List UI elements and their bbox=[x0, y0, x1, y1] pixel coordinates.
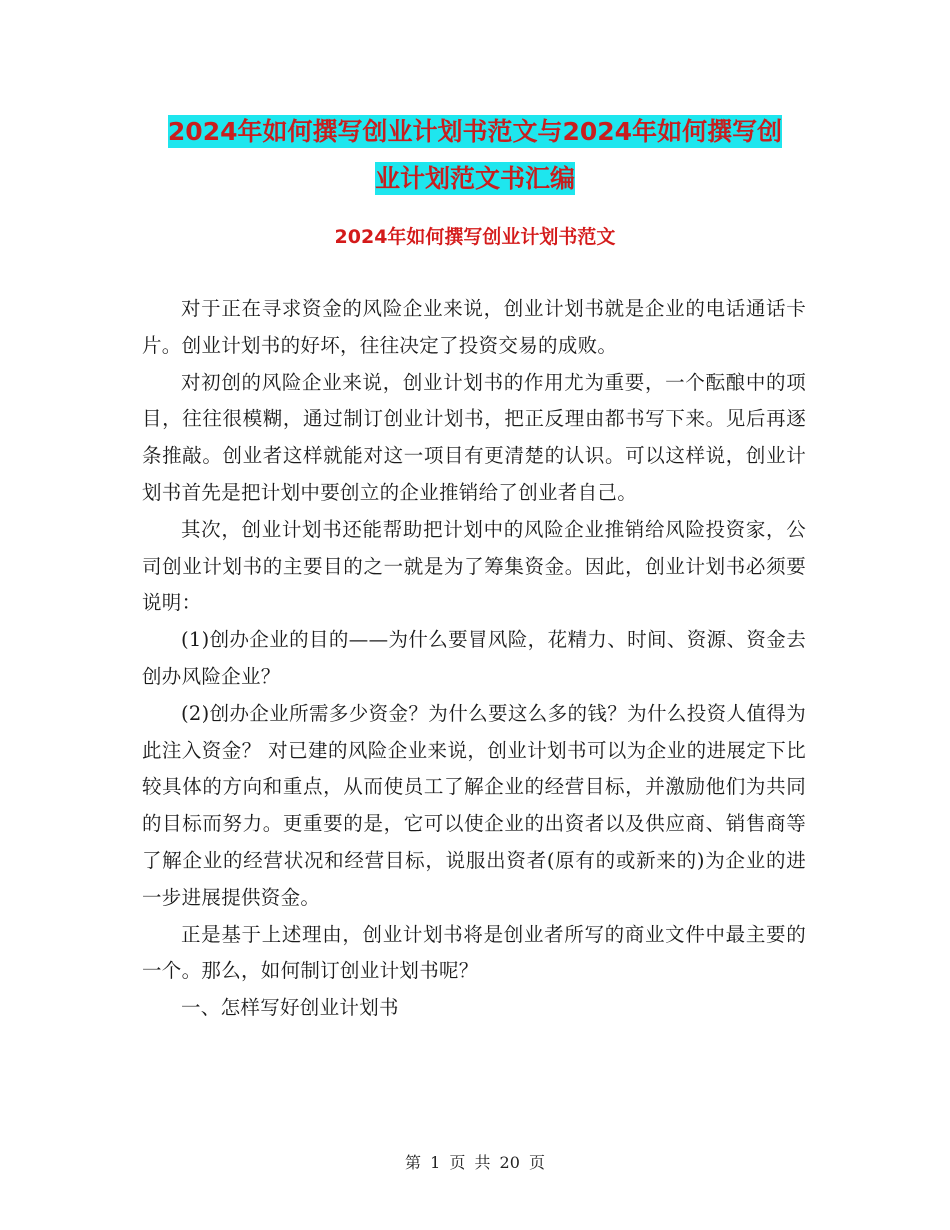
paragraph: (2)创办企业所需多少资金？为什么要这么多的钱？为什么投资人值得为此注入资金？ 对已建的风险企业来说，创业计划书可以为企业的进展定下比较具体的方向和重点，从而使员工了解企业的经营目标，并激励他们为共同的目标而努力。更重要的是，它可以使企业的出资者以及供应商、销售商等了解企业的经营状况和经营目标，说服出资者(原有的或新来的)为企业的进一步进展提供资金。 bbox=[142, 701, 806, 909]
document-title-line-2: 业计划范文书汇编 bbox=[374, 164, 575, 193]
page-footer: 第 1 页 共 20 页 bbox=[405, 1153, 545, 1172]
paragraph: 对于正在寻求资金的风险企业来说，创业计划书就是企业的电话通话卡片。创业计划书的好坏，往往决定了投资交易的成败。 bbox=[142, 297, 806, 357]
paragraph: (1)创办企业的目的——为什么要冒风险，花精力、时间、资源、资金去创办风险企业？ bbox=[142, 628, 806, 688]
section-title: 2024年如何撰写创业计划书范文 bbox=[334, 226, 616, 248]
paragraph: 其次，创业计划书还能帮助把计划中的风险企业推销给风险投资家，公司创业计划书的主要目的之一就是为了筹集资金。因此，创业计划书必须要说明： bbox=[142, 517, 806, 615]
paragraph: 对初创的风险企业来说，创业计划书的作用尤为重要，一个酝酿中的项目，往往很模糊，通过制订创业计划书，把正反理由都书写下来。见后再逐条推敲。创业者这样就能对这一项目有更清楚的认识。可以这样说，创业计划书首先是把计划中要创立的企业推销给了创业者自己。 bbox=[142, 370, 806, 504]
document-title-line-1: 2024年如何撰写创业计划书范文与2024年如何撰写创 bbox=[167, 117, 783, 146]
document-title bbox=[120, 108, 830, 202]
paragraph: 正是基于上述理由，创业计划书将是创业者所写的商业文件中最主要的一个。那么，如何制订创业计划书呢？ bbox=[142, 922, 806, 983]
document-body bbox=[142, 291, 806, 1027]
paragraph: 一、怎样写好创业计划书 bbox=[181, 996, 399, 1020]
